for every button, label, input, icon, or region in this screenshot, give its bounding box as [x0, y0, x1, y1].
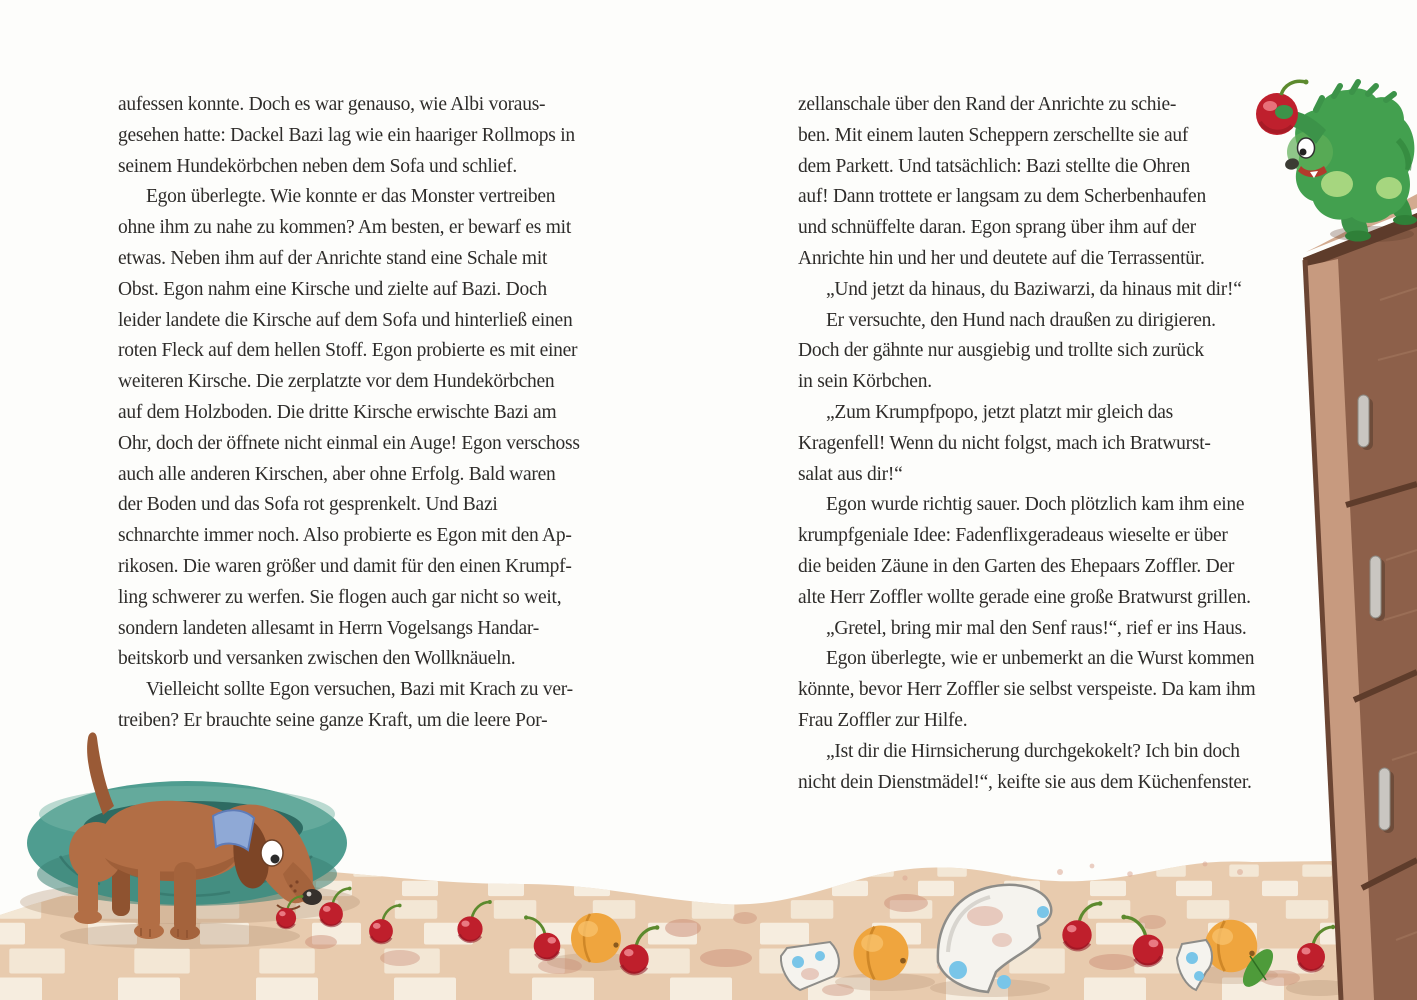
paragraph — [798, 614, 1255, 645]
text-line: weiteren Kirsche. Die zerplatzte vor dem Hundekörbchen — [118, 371, 555, 393]
text-line: der Boden und das Sofa rot gesprenkelt. Und Bazi — [118, 494, 498, 516]
text-line: Vielleicht sollte Egon versuchen, Bazi mit Krach zu ver- — [146, 679, 573, 701]
text-line: Egon überlegte, wie er unbemerkt an die Wurst kommen — [826, 648, 1255, 670]
text-line: auf! Dann trottete er langsam zu dem Scherbenhaufen — [798, 186, 1206, 208]
dog-nose — [302, 889, 322, 905]
paragraph — [798, 90, 1255, 275]
apricot — [854, 926, 909, 981]
paragraph — [118, 182, 580, 675]
text-line: Egon überlegte. Wie konnte er das Monster vertreiben — [146, 186, 556, 208]
text-line: beitskorb und versanken zwischen den Wollknäueln. — [118, 648, 516, 670]
text-line: könnte, bevor Herr Zoffler sie selbst verspeiste. Da kam ihm — [798, 679, 1256, 701]
text-line: „Und jetzt da hinaus, du Baziwarzi, da hinaus mit dir!“ — [826, 278, 1242, 300]
text-line: Doch der gähnte nur ausgiebig und trollte sich zurück — [798, 340, 1204, 362]
text-line: seinem Hundekörbchen neben dem Sofa und schlief. — [118, 155, 518, 177]
paragraph — [798, 737, 1255, 799]
right-page-text — [798, 90, 1255, 798]
paragraph — [798, 490, 1255, 613]
text-line: roten Fleck auf dem hellen Stoff. Egon probierte es mit einer — [118, 340, 578, 362]
text-line: und schnüffelte daran. Egon sprang über ihm auf der — [798, 217, 1196, 239]
text-line: Egon wurde richtig sauer. Doch plötzlich kam ihm eine — [826, 494, 1245, 516]
text-line: schnarchte immer noch. Also probierte es Egon mit den Ap- — [118, 525, 572, 547]
text-line: auch alle anderen Kirschen, aber ohne Erfolg. Bald waren — [118, 463, 556, 485]
text-line: „Zum Krumpfpopo, jetzt platzt mir gleich das — [826, 401, 1173, 423]
text-line: auf dem Holzboden. Die dritte Kirsche erwischte Bazi am — [118, 401, 557, 423]
text-line: ohne ihm zu nahe zu kommen? Am besten, er bewarf es mit — [118, 217, 572, 239]
apricot — [571, 913, 621, 963]
text-line: Obst. Egon nahm eine Kirsche und zielte auf Bazi. Doch — [118, 278, 547, 300]
dog-collar — [213, 810, 254, 850]
text-line: Anrichte hin und her und deutete auf die Terrassentür. — [798, 247, 1205, 269]
paragraph — [798, 306, 1255, 398]
text-line: „Ist dir die Hirnsicherung durchgekokelt? Ich bin doch — [826, 740, 1240, 762]
text-line: „Gretel, bring mir mal den Senf raus!“, rief er ins Haus. — [826, 617, 1247, 639]
text-line: dem Parkett. Und tatsächlich: Bazi stellte die Ohren — [798, 155, 1191, 177]
text-line: Kragenfell! Wenn du nicht folgst, mach ich Bratwurst- — [798, 432, 1211, 454]
paragraph — [798, 398, 1255, 490]
text-line: sondern landeten allesamt in Herrn Vogelsangs Handar- — [118, 617, 540, 639]
text-line: treiben? Er brauchte seine ganze Kraft, um die leere Por- — [118, 709, 548, 731]
text-line: Frau Zoffler zur Hilfe. — [798, 709, 968, 731]
text-line: gesehen hatte: Dackel Bazi lag wie ein haariger Rollmops in — [118, 124, 575, 146]
text-line: alte Herr Zoffler wollte gerade eine große Bratwurst grillen. — [798, 586, 1251, 608]
text-line: krumpfgeniale Idee: Fadenflixgeradeaus wieselte er über — [798, 525, 1228, 547]
paragraph — [118, 90, 580, 182]
text-line: leider landete die Kirsche auf dem Sofa und hinterließ einen — [118, 309, 573, 331]
paragraph — [118, 675, 580, 737]
monster-illustration — [1256, 80, 1417, 243]
text-line: nicht dein Dienstmädel!“, keifte sie aus dem Küchenfenster. — [798, 771, 1252, 793]
text-line: in sein Körbchen. — [798, 371, 932, 393]
text-line: zellanschale über den Rand der Anrichte zu schie- — [798, 94, 1177, 115]
text-line: rikosen. Die waren größer und damit für den einen Krumpf- — [118, 555, 572, 577]
paragraph — [798, 644, 1255, 736]
text-line: etwas. Neben ihm auf der Anrichte stand eine Schale mit — [118, 247, 548, 269]
text-line: aufessen konnte. Doch es war genauso, wie Albi voraus- — [118, 94, 546, 115]
text-line: salat aus dir!“ — [798, 463, 903, 485]
paragraph — [798, 275, 1255, 306]
left-page-text — [118, 90, 580, 737]
text-line: ben. Mit einem lauten Scheppern zerschellte sie auf — [798, 124, 1189, 146]
text-line: Ohr, doch der öffnete nicht einmal ein Auge! Egon verschoss — [118, 432, 580, 454]
text-line: ling schwerer zu werfen. Sie flogen auch gar nicht so weit, — [118, 586, 562, 608]
text-line: Er versuchte, den Hund nach draußen zu dirigieren. — [826, 309, 1216, 331]
monster-eye — [1298, 138, 1315, 158]
text-line: die beiden Zäune in den Garten des Ehepaars Zoffler. Der — [798, 555, 1235, 577]
